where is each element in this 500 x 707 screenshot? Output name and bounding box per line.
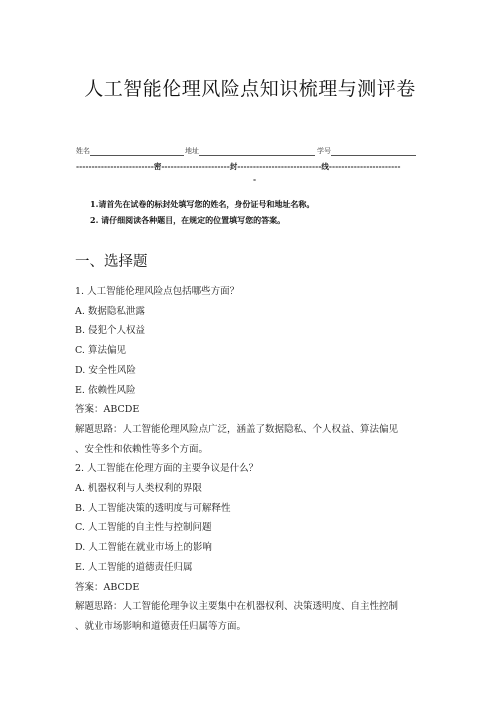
address-blank bbox=[199, 155, 315, 156]
option-item: D. 安全性风险 bbox=[75, 364, 136, 376]
document-title: 人工智能伦理风险点知识梳理与测评卷 bbox=[84, 78, 416, 100]
option-item: C. 人工智能的自主性与控制问题 bbox=[75, 522, 212, 534]
option-item: E. 人工智能的道德责任归属 bbox=[75, 561, 193, 573]
id-blank bbox=[331, 155, 416, 156]
instruction-item: 2. 请仔细阅读各种题目，在规定的位置填写您的答案。 bbox=[90, 215, 286, 225]
option-item: B. 人工智能决策的透明度与可解释性 bbox=[75, 502, 231, 514]
instruction-item: 1.请首先在试卷的标封处填写您的姓名，身份证号和地址名称。 bbox=[90, 199, 315, 209]
instructions bbox=[90, 196, 450, 228]
explanation-line: 解题思路：人工智能伦理风险点广泛，涵盖了数据隐私、个人权益、算法偏见 bbox=[75, 423, 399, 435]
student-info-line bbox=[76, 144, 416, 158]
question-stem: 2. 人工智能在伦理方面的主要争议是什么？ bbox=[75, 463, 259, 475]
option-item: B. 侵犯个人权益 bbox=[75, 325, 146, 337]
explanation-line: 、安全性和依赖性等多个方面。 bbox=[75, 443, 209, 455]
answer-line: 答案：ABCDE bbox=[75, 404, 140, 416]
address-label: 地址 bbox=[185, 147, 199, 155]
question-stem: 1. 人工智能伦理风险点包括哪些方面？ bbox=[75, 286, 240, 297]
option-item: E. 依赖性风险 bbox=[75, 384, 136, 396]
seal-line: -------------------------密----------------------封---------------------------线----------------------- bbox=[76, 162, 401, 171]
question-list bbox=[75, 282, 427, 637]
explanation-line: 解题思路：人工智能伦理争议主要集中在机器权利、决策透明度、自主性控制 bbox=[75, 601, 399, 613]
option-item: D. 人工智能在就业市场上的影响 bbox=[75, 542, 212, 554]
option-item: A. 数据隐私泄露 bbox=[75, 305, 145, 317]
seal-line-tail: - bbox=[253, 175, 257, 184]
name-label: 姓名 bbox=[76, 147, 90, 155]
option-item: A. 机器权利与人类权利的界限 bbox=[75, 483, 202, 495]
id-label: 学号 bbox=[317, 147, 331, 155]
name-blank bbox=[90, 155, 184, 156]
option-item: C. 算法偏见 bbox=[75, 345, 126, 357]
answer-line: 答案：ABCDE bbox=[75, 581, 140, 593]
section-title: 一、选择题 bbox=[75, 254, 148, 270]
explanation-line: 、就业市场影响和道德责任归属等方面。 bbox=[75, 620, 247, 632]
